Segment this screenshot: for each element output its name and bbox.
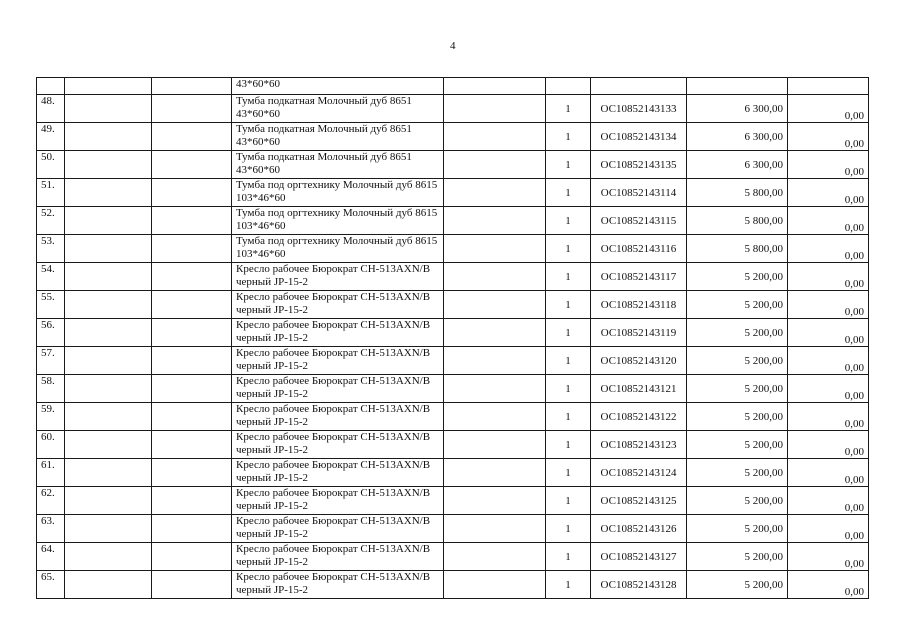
cell-empty [65, 431, 152, 459]
item-quantity: 1 [546, 543, 591, 571]
inventory-number: ОС10852143133 [591, 95, 687, 123]
item-name: Тумба под оргтехнику Молочный дуб 8615 103*46*60 [232, 207, 444, 235]
row-number: 57. [37, 347, 65, 375]
table-row [37, 487, 869, 515]
cell-empty [444, 515, 546, 543]
cell-empty [152, 571, 232, 599]
cell-empty [444, 123, 546, 151]
inventory-number: ОС10852143114 [591, 179, 687, 207]
item-price: 6 300,00 [687, 95, 788, 123]
item-amortization: 0,00 [788, 123, 869, 151]
cell-empty [65, 347, 152, 375]
inventory-number: ОС10852143118 [591, 291, 687, 319]
table-row [37, 95, 869, 123]
inventory-number: ОС10852143135 [591, 151, 687, 179]
row-number: 54. [37, 263, 65, 291]
item-quantity: 1 [546, 515, 591, 543]
item-amortization: 0,00 [788, 571, 869, 599]
item-quantity: 1 [546, 319, 591, 347]
inventory-number: ОС10852143128 [591, 571, 687, 599]
cell-empty [444, 179, 546, 207]
item-quantity: 1 [546, 571, 591, 599]
cell-empty [65, 151, 152, 179]
cell-empty [65, 319, 152, 347]
item-amortization: 0,00 [788, 95, 869, 123]
item-price: 5 200,00 [687, 263, 788, 291]
item-price: 5 200,00 [687, 459, 788, 487]
inventory-number: ОС10852143117 [591, 263, 687, 291]
item-name: Кресло рабочее Бюрократ CH-513AXN/B черный JP-15-2 [232, 543, 444, 571]
cell-empty [444, 207, 546, 235]
item-name: Кресло рабочее Бюрократ CH-513AXN/B черный JP-15-2 [232, 375, 444, 403]
table-row [37, 263, 869, 291]
item-name: Кресло рабочее Бюрократ CH-513AXN/B черный JP-15-2 [232, 515, 444, 543]
cell-empty [444, 78, 546, 95]
inventory-number: ОС10852143134 [591, 123, 687, 151]
item-price: 6 300,00 [687, 151, 788, 179]
item-name: Тумба под оргтехнику Молочный дуб 8615 103*46*60 [232, 235, 444, 263]
item-name: Кресло рабочее Бюрократ CH-513AXN/B черный JP-15-2 [232, 263, 444, 291]
item-name: Кресло рабочее Бюрократ CH-513AXN/B черный JP-15-2 [232, 347, 444, 375]
item-amortization: 0,00 [788, 375, 869, 403]
cell-empty [152, 431, 232, 459]
inventory-number: ОС10852143115 [591, 207, 687, 235]
cell-empty [444, 95, 546, 123]
table-row [37, 151, 869, 179]
row-number: 62. [37, 487, 65, 515]
item-amortization: 0,00 [788, 431, 869, 459]
cell-empty [65, 95, 152, 123]
cell-empty [65, 543, 152, 571]
cell-empty [444, 263, 546, 291]
item-price: 5 200,00 [687, 291, 788, 319]
cell-empty [65, 403, 152, 431]
item-price: 5 800,00 [687, 179, 788, 207]
item-quantity: 1 [546, 235, 591, 263]
row-number: 53. [37, 235, 65, 263]
item-amortization: 0,00 [788, 543, 869, 571]
cell-empty [65, 571, 152, 599]
cell-empty [152, 487, 232, 515]
item-quantity: 1 [546, 431, 591, 459]
item-price: 5 200,00 [687, 515, 788, 543]
table-row [37, 123, 869, 151]
item-name: Тумба подкатная Молочный дуб 8651 43*60*60 [232, 123, 444, 151]
row-number: 64. [37, 543, 65, 571]
cell-empty [152, 78, 232, 95]
item-quantity: 1 [546, 263, 591, 291]
table-row [37, 571, 869, 599]
item-name: Кресло рабочее Бюрократ CH-513AXN/B черный JP-15-2 [232, 459, 444, 487]
item-quantity: 1 [546, 179, 591, 207]
item-amortization: 0,00 [788, 179, 869, 207]
table-row [37, 235, 869, 263]
cell-empty [444, 431, 546, 459]
inventory-number: ОС10852143124 [591, 459, 687, 487]
item-quantity: 1 [546, 375, 591, 403]
item-price: 5 200,00 [687, 487, 788, 515]
item-quantity: 1 [546, 487, 591, 515]
cell-empty [444, 151, 546, 179]
row-number: 51. [37, 179, 65, 207]
cell-empty [152, 179, 232, 207]
cell-empty [444, 571, 546, 599]
item-amortization: 0,00 [788, 235, 869, 263]
cell-empty [152, 207, 232, 235]
cell-empty [152, 95, 232, 123]
item-price: 5 200,00 [687, 571, 788, 599]
cell-empty [152, 375, 232, 403]
cell-empty [444, 291, 546, 319]
item-name: Кресло рабочее Бюрократ CH-513AXN/B черный JP-15-2 [232, 487, 444, 515]
cell-empty [152, 263, 232, 291]
row-number: 65. [37, 571, 65, 599]
cell-empty [687, 78, 788, 95]
item-quantity: 1 [546, 403, 591, 431]
item-amortization: 0,00 [788, 487, 869, 515]
table-row [37, 179, 869, 207]
item-name: Кресло рабочее Бюрократ CH-513AXN/B черный JP-15-2 [232, 431, 444, 459]
item-quantity: 1 [546, 347, 591, 375]
row-number: 55. [37, 291, 65, 319]
row-number: 63. [37, 515, 65, 543]
table-row [37, 459, 869, 487]
row-number: 49. [37, 123, 65, 151]
item-price: 5 200,00 [687, 543, 788, 571]
item-name: Тумба подкатная Молочный дуб 8651 43*60*60 [232, 95, 444, 123]
cell-empty [444, 375, 546, 403]
inventory-number: ОС10852143121 [591, 375, 687, 403]
item-price: 5 800,00 [687, 235, 788, 263]
item-name: Тумба подкатная Молочный дуб 8651 43*60*60 [232, 151, 444, 179]
row-number: 60. [37, 431, 65, 459]
cell-empty [444, 403, 546, 431]
cell-empty [65, 487, 152, 515]
item-name: Кресло рабочее Бюрократ CH-513AXN/B черный JP-15-2 [232, 571, 444, 599]
item-price: 5 200,00 [687, 319, 788, 347]
row-number: 58. [37, 375, 65, 403]
inventory-number: ОС10852143119 [591, 319, 687, 347]
cell-empty [152, 403, 232, 431]
item-amortization: 0,00 [788, 291, 869, 319]
item-quantity: 1 [546, 291, 591, 319]
table-row [37, 207, 869, 235]
cell-empty [152, 459, 232, 487]
inventory-number: ОС10852143123 [591, 431, 687, 459]
cell-empty [152, 543, 232, 571]
item-price: 6 300,00 [687, 123, 788, 151]
item-price: 5 200,00 [687, 403, 788, 431]
cell-empty [65, 263, 152, 291]
cell-empty [65, 375, 152, 403]
inventory-number: ОС10852143122 [591, 403, 687, 431]
cell-empty [444, 235, 546, 263]
table-row [37, 515, 869, 543]
cell-empty [65, 179, 152, 207]
cell-empty [152, 151, 232, 179]
item-amortization: 0,00 [788, 319, 869, 347]
item-price: 5 800,00 [687, 207, 788, 235]
item-quantity: 1 [546, 459, 591, 487]
cell-empty [65, 459, 152, 487]
cell-empty [152, 319, 232, 347]
row-number: 50. [37, 151, 65, 179]
cell-empty [546, 78, 591, 95]
row-number: 59. [37, 403, 65, 431]
inventory-number: ОС10852143120 [591, 347, 687, 375]
item-name: Кресло рабочее Бюрократ CH-513AXN/B черный JP-15-2 [232, 319, 444, 347]
cell-empty [65, 291, 152, 319]
cell-empty [152, 347, 232, 375]
table-row [37, 375, 869, 403]
item-quantity: 1 [546, 95, 591, 123]
cell-empty [65, 207, 152, 235]
item-quantity: 1 [546, 151, 591, 179]
cell-empty [37, 78, 65, 95]
inventory-number: ОС10852143116 [591, 235, 687, 263]
item-amortization: 0,00 [788, 459, 869, 487]
row-number: 61. [37, 459, 65, 487]
item-amortization: 0,00 [788, 263, 869, 291]
cell-empty [444, 347, 546, 375]
item-price: 5 200,00 [687, 431, 788, 459]
inventory-number: ОС10852143125 [591, 487, 687, 515]
cell-empty [65, 515, 152, 543]
cell-empty [444, 487, 546, 515]
inventory-table [36, 77, 869, 599]
item-quantity: 1 [546, 123, 591, 151]
continuation-row [37, 78, 869, 95]
item-amortization: 0,00 [788, 515, 869, 543]
cell-empty [444, 543, 546, 571]
table-row [37, 347, 869, 375]
item-amortization: 0,00 [788, 207, 869, 235]
cell-empty [65, 123, 152, 151]
continuation-name: 43*60*60 [232, 78, 444, 95]
table-row [37, 543, 869, 571]
item-name: Кресло рабочее Бюрократ CH-513AXN/B черный JP-15-2 [232, 403, 444, 431]
row-number: 52. [37, 207, 65, 235]
cell-empty [444, 319, 546, 347]
item-amortization: 0,00 [788, 347, 869, 375]
inventory-number: ОС10852143126 [591, 515, 687, 543]
table-body [37, 78, 869, 599]
table-row [37, 403, 869, 431]
item-price: 5 200,00 [687, 347, 788, 375]
page-number: 4 [450, 40, 456, 52]
item-name: Тумба под оргтехнику Молочный дуб 8615 103*46*60 [232, 179, 444, 207]
item-name: Кресло рабочее Бюрократ CH-513AXN/B черный JP-15-2 [232, 291, 444, 319]
item-amortization: 0,00 [788, 151, 869, 179]
cell-empty [65, 235, 152, 263]
cell-empty [152, 515, 232, 543]
cell-empty [152, 291, 232, 319]
cell-empty [591, 78, 687, 95]
inventory-number: ОС10852143127 [591, 543, 687, 571]
cell-empty [152, 235, 232, 263]
item-quantity: 1 [546, 207, 591, 235]
row-number: 48. [37, 95, 65, 123]
cell-empty [65, 78, 152, 95]
item-amortization: 0,00 [788, 403, 869, 431]
cell-empty [152, 123, 232, 151]
table-row [37, 431, 869, 459]
cell-empty [444, 459, 546, 487]
table-row [37, 319, 869, 347]
row-number: 56. [37, 319, 65, 347]
item-price: 5 200,00 [687, 375, 788, 403]
table-row [37, 291, 869, 319]
cell-empty [788, 78, 869, 95]
